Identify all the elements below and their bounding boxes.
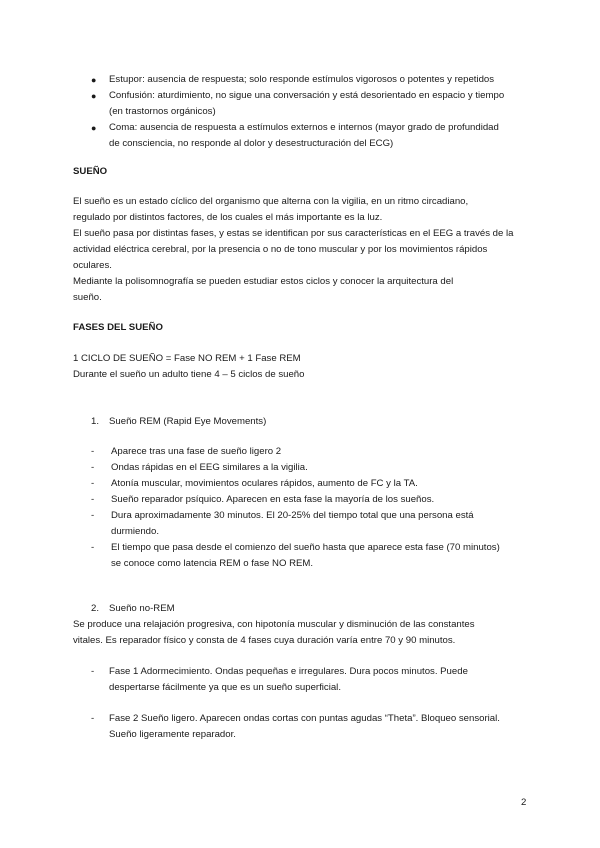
ciclo-line: Durante el sueño un adulto tiene 4 – 5 ciclos de sueño [73, 369, 305, 380]
norem-item: Sueño ligeramente reparador. [109, 729, 236, 740]
bullet-icon: ● [91, 123, 97, 133]
rem-item: El tiempo que pasa desde el comienzo del sueño hasta que aparece esta fase (70 minutos) [111, 542, 500, 553]
norem-title: Sueño no-REM [109, 603, 175, 614]
dash-marker: - [91, 713, 95, 724]
rem-number: 1. [91, 416, 100, 427]
dash-marker: - [91, 542, 95, 553]
paragraph-line: actividad eléctrica cerebral, por la presencia o no de tono muscular y por los movimientos rápidos [73, 244, 488, 255]
rem-item: se conoce como latencia REM o fase NO REM. [111, 558, 314, 569]
bullet-confusion-line: Confusión: aturdimiento, no sigue una conversación y está desorientado en espacio y tiempo [109, 90, 505, 101]
bullet-coma-line: de consciencia, no responde al dolor y desestructuración del ECG) [109, 138, 394, 149]
paragraph-line: Mediante la polisomnografía se pueden estudiar estos ciclos y conocer la arquitectura del [73, 276, 454, 287]
ciclo-line: 1 CICLO DE SUEÑO = Fase NO REM + 1 Fase REM [73, 353, 301, 364]
bullet-estupor-line: Estupor: ausencia de respuesta; solo responde estímulos vigorosos o potentes y repetidos [109, 74, 495, 85]
rem-item: Ondas rápidas en el EEG similares a la vigilia. [111, 462, 308, 473]
norem-item: Fase 1 Adormecimiento. Ondas pequeñas e irregulares. Dura pocos minutos. Puede [109, 666, 468, 677]
dash-marker: - [91, 494, 95, 505]
page-number: 2 [521, 797, 527, 808]
rem-title: Sueño REM (Rapid Eye Movements) [109, 416, 267, 427]
bullet-icon: ● [91, 75, 97, 85]
bullet-confusion-line: (en trastornos orgánicos) [109, 106, 216, 117]
rem-item: Dura aproximadamente 30 minutos. El 20-25% del tiempo total que una persona está [111, 510, 474, 521]
rem-item: Sueño reparador psíquico. Aparecen en esta fase la mayoría de los sueños. [111, 494, 435, 505]
norem-intro-line: vitales. Es reparador físico y consta de 4 fases cuya duración varía entre 70 y 90 minutos. [73, 635, 456, 646]
paragraph-line: oculares. [73, 260, 112, 271]
norem-item: despertarse fácilmente ya que es un sueño superficial. [109, 682, 341, 693]
paragraph-line: El sueño pasa por distintas fases, y estas se identifican por sus características en el EEG a través de la [73, 228, 514, 239]
paragraph-line: sueño. [73, 292, 102, 303]
norem-intro-line: Se produce una relajación progresiva, con hipotonía muscular y disminución de las constantes [73, 619, 475, 630]
dash-marker: - [91, 462, 95, 473]
section-heading-sueno: SUEÑO [73, 166, 108, 177]
paragraph-line: El sueño es un estado cíclico del organismo que alterna con la vigilia, en un ritmo circadiano, [73, 196, 469, 207]
norem-number: 2. [91, 603, 100, 614]
rem-item: Aparece tras una fase de sueño ligero 2 [111, 446, 282, 457]
rem-item: durmiendo. [111, 526, 159, 537]
dash-marker: - [91, 478, 95, 489]
section-heading-fases: FASES DEL SUEÑO [73, 322, 163, 333]
paragraph-line: regulado por distintos factores, de los cuales el más importante es la luz. [73, 212, 383, 223]
dash-marker: - [91, 666, 95, 677]
norem-item: Fase 2 Sueño ligero. Aparecen ondas cortas con puntas agudas “Theta”. Bloqueo sensorial. [109, 713, 500, 724]
bullet-coma-line: Coma: ausencia de respuesta a estímulos externos e internos (mayor grado de profundidad [109, 122, 499, 133]
rem-item: Atonía muscular, movimientos oculares rápidos, aumento de FC y la TA. [111, 478, 418, 489]
dash-marker: - [91, 510, 95, 521]
dash-marker: - [91, 446, 95, 457]
bullet-icon: ● [91, 91, 97, 101]
